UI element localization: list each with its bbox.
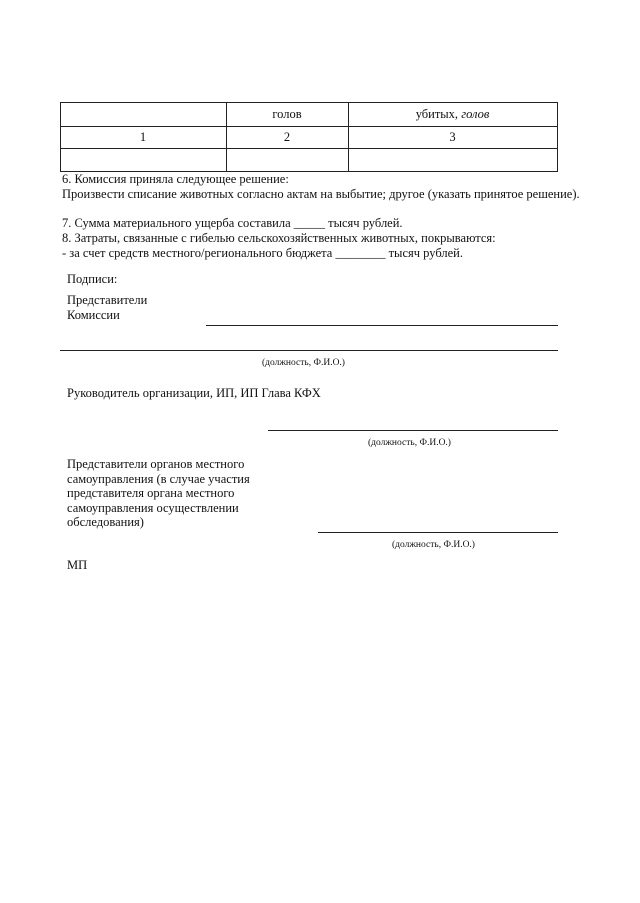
stamp-label: МП xyxy=(67,558,88,572)
header-text: убитых, xyxy=(415,107,462,121)
commission-label-line2: Комиссии xyxy=(67,308,120,322)
local-government-caption: (должность, Ф.И.О.) xyxy=(392,540,475,550)
table-border-right xyxy=(557,102,558,171)
local-government-line: самоуправления (в случае участия xyxy=(67,471,250,486)
header-text-italic: голов xyxy=(461,107,490,121)
commission-caption: (должность, Ф.И.О.) xyxy=(262,358,345,368)
head-of-organization-label: Руководитель организации, ИП, ИП Глава КФХ xyxy=(67,386,321,400)
table-header-cell xyxy=(348,107,557,122)
table-number-cell: 1 xyxy=(139,130,147,144)
signatures-heading: Подписи: xyxy=(67,272,118,286)
local-government-label xyxy=(67,457,250,530)
local-government-line: самоуправления осуществлении xyxy=(67,500,239,515)
commission-signature-line-full xyxy=(60,350,558,351)
local-government-line: обследования) xyxy=(67,515,144,529)
local-government-line: Представители органов местного xyxy=(67,457,245,471)
commission-label-line1: Представители xyxy=(67,293,148,307)
table-row-divider xyxy=(60,148,558,149)
local-government-line: представителя органа местного xyxy=(67,486,235,500)
head-caption: (должность, Ф.И.О.) xyxy=(368,438,451,448)
section-6-decision: Произвести списание животных согласно актам на выбытие; другое (указать принятое решение). xyxy=(62,187,580,201)
table-number-cell: 3 xyxy=(449,130,456,144)
table-row-divider xyxy=(60,126,558,127)
local-government-signature-line xyxy=(318,532,558,533)
head-signature-line xyxy=(268,430,558,431)
section-8-item: - за счет средств местного/регионального бюджета ________ тысяч рублей. xyxy=(62,246,463,260)
section-6-title: 6. Комиссия приняла следующее решение: xyxy=(62,172,289,186)
table-header-cell: голов xyxy=(272,107,302,121)
commission-signature-line xyxy=(206,325,558,326)
table-border-top xyxy=(60,102,558,103)
table-number-cell: 2 xyxy=(283,130,291,144)
section-8-title: 8. Затраты, связанные с гибелью сельскохозяйственных животных, покрываются: xyxy=(62,231,496,245)
section-7-text: 7. Сумма материального ущерба составила _____ тысяч рублей. xyxy=(62,216,403,230)
